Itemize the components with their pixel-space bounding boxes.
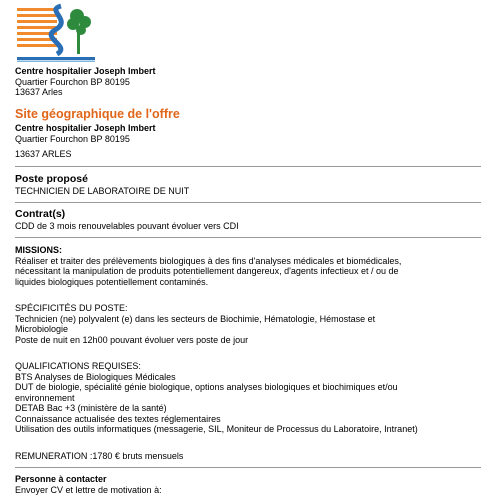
contact-section	[15, 474, 481, 495]
contact-line: Envoyer CV et lettre de motivation à:	[15, 484, 162, 495]
specificites-line: Technicien (ne) polyvalent (e) dans les secteurs de Biochimie, Hématologie, Hémostase et	[15, 313, 376, 324]
contrat-label: Contrat(s)	[15, 208, 66, 220]
separator	[15, 467, 481, 468]
remuneration-section	[15, 451, 481, 462]
remuneration-value: REMUNERATION :1780 € bruts mensuels	[15, 451, 184, 461]
site-title: Site géographique de l'offre	[15, 107, 180, 121]
hospital-logo	[15, 2, 97, 64]
contact-label: Personne à contacter	[15, 474, 107, 484]
qualifications-section	[15, 361, 481, 435]
specificites-line: Microbiologie	[15, 324, 69, 334]
separator	[15, 166, 481, 167]
qualifications-line: Utilisation des outils informatiques (messagerie, SIL, Moniteur de Processus du Laboratoire, Intranet)	[15, 424, 418, 434]
specificites-section	[15, 303, 481, 345]
missions-line: nécessitant la manipulation de produits potentiellement dangereux, d'agents infectieux et / ou de	[15, 266, 399, 276]
missions-section	[15, 245, 481, 287]
poste-label: Poste proposé	[15, 173, 88, 185]
site-city: 13637 ARLES	[15, 149, 72, 159]
missions-line: Réaliser et traiter des prélèvements biologiques à des fins d'analyses médicales et biomédicales,	[15, 255, 402, 266]
poste-section	[15, 173, 481, 197]
site-address	[15, 123, 156, 160]
qualifications-line: DETAB Bac +3 (ministère de la santé)	[15, 403, 167, 413]
site-address-line: Quartier Fourchon BP 80195	[15, 133, 130, 144]
header-org-name: Centre hospitalier Joseph Imbert	[15, 66, 156, 76]
site-org-name: Centre hospitalier Joseph Imbert	[15, 123, 156, 133]
header-address	[15, 66, 156, 98]
separator	[15, 237, 481, 238]
specificites-label: SPÉCIFICITÉS DU POSTE:	[15, 303, 128, 313]
qualifications-line: Connaissance actualisée des textes réglementaires	[15, 413, 221, 424]
poste-value: TECHNICIEN DE LABORATOIRE DE NUIT	[15, 186, 190, 196]
header-address-line: Quartier Fourchon BP 80195	[15, 76, 130, 87]
contrat-value: CDD de 3 mois renouvelables pouvant évoluer vers CDI	[15, 221, 239, 231]
qualifications-line: environnement	[15, 392, 75, 403]
qualifications-line: BTS Analyses de Biologiques Médicales	[15, 371, 176, 382]
qualifications-line: DUT de biologie, spécialité génie biologique, options analyses biologiques et biochimiques et/ou	[15, 382, 398, 392]
header-city: 13637 Arles	[15, 87, 63, 97]
specificites-line: Poste de nuit en 12h00 pouvant évoluer vers poste de jour	[15, 334, 249, 345]
missions-label: MISSIONS:	[15, 245, 63, 255]
contrat-section	[15, 208, 481, 232]
qualifications-label: QUALIFICATIONS REQUISES:	[15, 361, 141, 371]
missions-line: liquides biologiques potentiellement contaminés.	[15, 276, 209, 287]
separator	[15, 202, 481, 203]
